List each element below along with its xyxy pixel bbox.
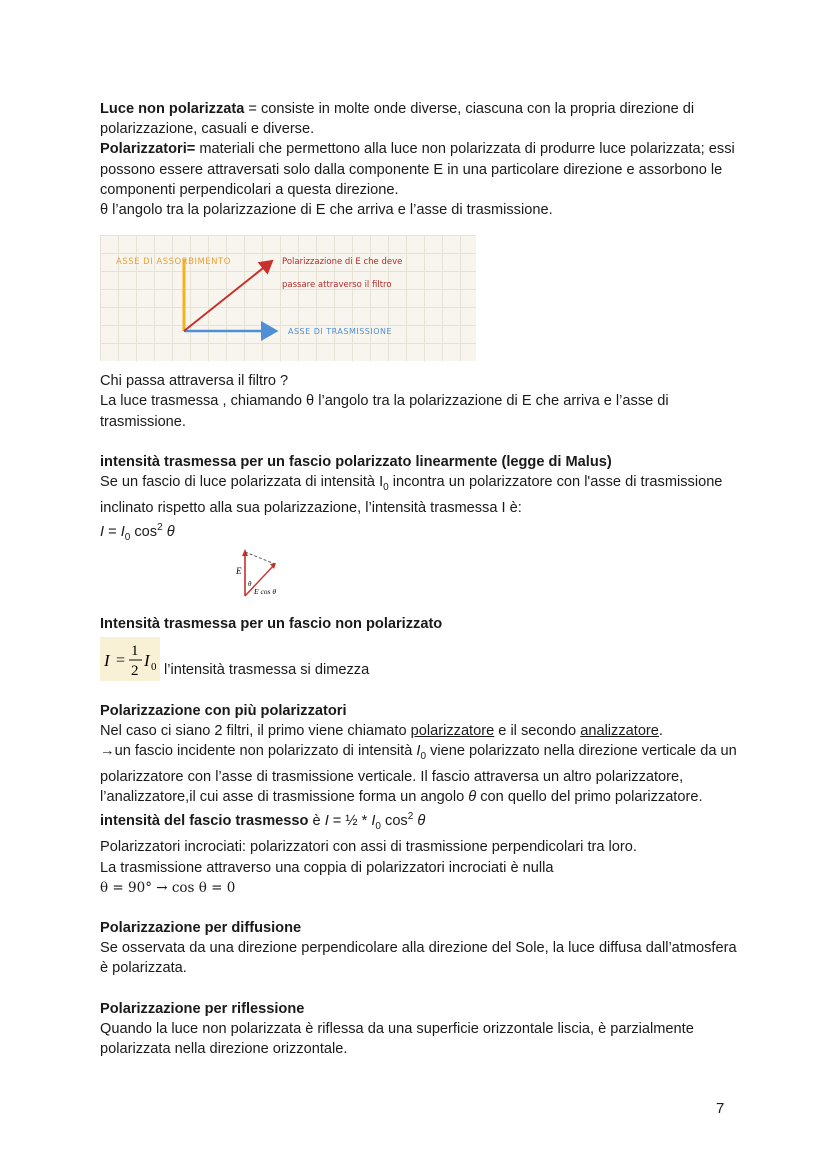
formula-I: I — [104, 650, 110, 670]
formula-sub: 0 — [151, 660, 157, 673]
nonpol-formula-row — [100, 635, 740, 681]
diffusion-heading: Polarizzazione per diffusione — [100, 920, 302, 937]
polarization-vector — [184, 261, 272, 331]
malus-vector-diagram — [227, 544, 297, 604]
multi-line4: Polarizzatori incrociati: polarizzatori con assi di trasmissione perpendicolari tra loro. — [100, 839, 637, 856]
formula-num: 1 — [131, 642, 139, 659]
transmission-axis-label: ASSE DI TRASMISSIONE — [288, 327, 393, 337]
multi-line1: Nel caso ci siano 2 filtri, il primo viene chiamato polarizzatore e il secondo analizzatore. — [100, 722, 663, 739]
multi-line6: θ = 90° → cos θ = 0 — [100, 879, 236, 896]
formula-I0: I — [144, 650, 150, 670]
diffusion-text: Se osservata da una direzione perpendicolare alla direzione del Sole, la luce diffusa dall’atmosfera è polarizzata. — [100, 940, 737, 977]
reflection-text: Quando la luce non polarizzata è riflessa da una superficie orizzontale liscia, è parzialmente polarizzata nella direzione orizzontale. — [100, 1020, 694, 1058]
page-number: 7 — [716, 1100, 725, 1117]
answer: La luce trasmessa , chiamando θ l’angolo tra la polarizzazione di E che arriva e l’asse di trasmissione. — [100, 393, 669, 430]
malus-text: Se un fascio di luce polarizzata di intensità $I_0$ incontra un polarizzatore con l'asse di trasmissione inclinato rispetto alla sua polarizzazione, l’intensità trasmessa I è: — [100, 474, 723, 517]
polarization-label-1: Polarizzazione di E che deve — [282, 257, 403, 268]
polarization-diagram — [100, 235, 476, 361]
ecos-label: E cos θ — [254, 587, 277, 597]
polarization-figure — [100, 235, 476, 361]
nonpol-text: l’intensità trasmessa si dimezza — [164, 662, 370, 679]
reflection-heading: Polarizzazione per riflessione — [100, 1000, 305, 1017]
intro-theta: θ l’angolo tra la polarizzazione di E che arriva e l’asse di trasmissione. — [100, 202, 553, 219]
question: Chi passa attraversa il filtro ? — [100, 373, 289, 390]
polarization-label-2: passare attraverso il filtro — [282, 280, 392, 291]
intro-polarizers: Polarizzatori= materiali che permettono alla luce non polarizzata di produrre luce polarizzata; essi possono essere attraversati solo dalla componente E in una particolare direzione e assorbono le componenti perpendicolari a questa direzione. — [100, 141, 735, 198]
page-content — [100, 99, 740, 1059]
e-label: E — [236, 566, 242, 577]
absorption-axis-label: ASSE DI ASSORBIMENTO — [116, 257, 231, 268]
malus-formula: $I = I_0$ $\cos^2 \theta$ — [100, 522, 175, 544]
theta-label: θ — [248, 580, 252, 589]
formula-den: 2 — [131, 662, 139, 679]
nonpol-heading: Intensità trasmessa per un fascio non polarizzato — [100, 616, 443, 633]
multi-line5: La trasmissione attraverso una coppia di polarizzatori incrociati è nulla — [100, 859, 554, 876]
half-intensity-formula — [100, 637, 160, 681]
intro-unpolarized: Luce non polarizzata = consiste in molte onde diverse, ciascuna con la propria direzione di polarizzazione, casuali e diverse. — [100, 101, 695, 138]
projection-dashed-line — [245, 552, 275, 564]
formula-eq: = — [116, 651, 126, 669]
multi-line3: intensità del fascio trasmesso è I = ½ * $I_0$ $\cos^2 \theta$ — [100, 811, 426, 833]
multi-heading: Polarizzazione con più polarizzatori — [100, 702, 347, 719]
multi-line2: →un fascio incidente non polarizzato di intensità $I_0$ viene polarizzato nella direzione verticale da un polarizzatore con l’asse di trasmissione verticale. Il fascio attraversa un altro polarizzatore, l’analizzatore,il cui asse di trasmissione forma un angolo θ con quello del primo polarizzatore. — [100, 742, 737, 806]
malus-heading: intensità trasmessa per un fascio polarizzato linearmente (legge di Malus) — [100, 453, 612, 470]
